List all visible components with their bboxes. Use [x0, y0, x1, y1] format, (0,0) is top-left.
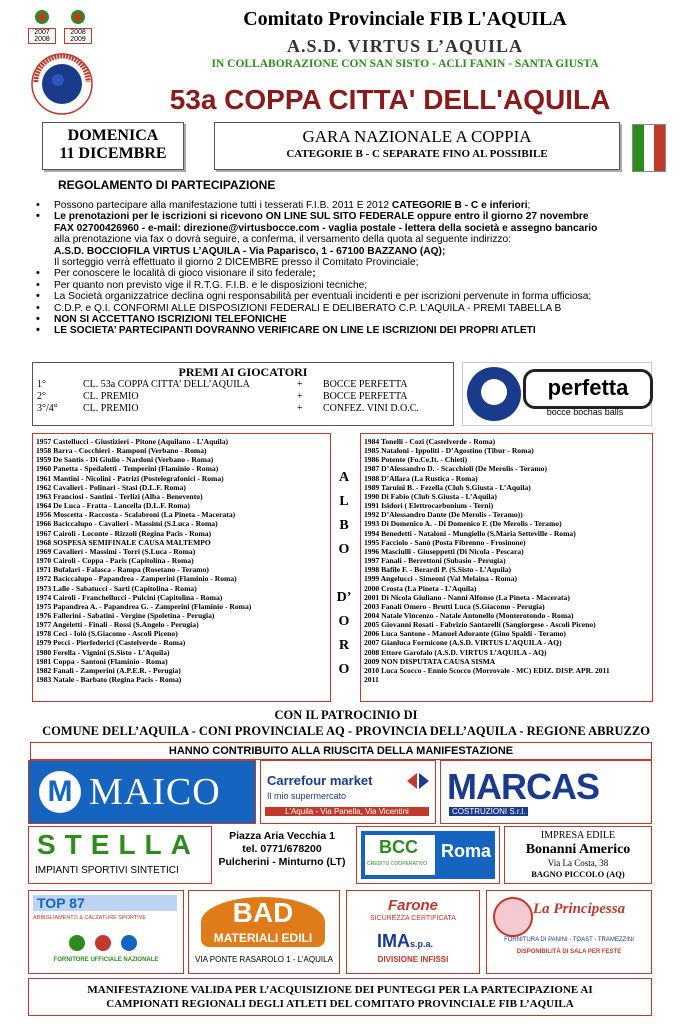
rule-item: • Le prenotazioni per le iscrizioni si ricevono ON LINE SUL SITO FEDERALE oppure entro il giorno 27 novembre — [32, 211, 662, 222]
perfetta-logo — [462, 362, 652, 426]
albo-letter: D’ — [336, 590, 352, 605]
prize-extra: BOCCE PERFETTA — [323, 379, 408, 390]
albo-entry: 2009 NON DISPUTATA CAUSA SISMA — [364, 656, 496, 666]
prizes-list — [33, 379, 453, 415]
prize-plus: + — [297, 403, 303, 414]
albo-entry: 1988 D’Allara (La Rustica - Roma) — [364, 473, 478, 483]
albo-entry: 1989 Taruini B. - Fezella (Club S.Giusta - L’Aquila) — [364, 482, 531, 492]
albo-entry: 1981 Coppa - Santoni (Flaminio - Roma) — [36, 656, 168, 666]
albo-letter: L — [339, 494, 349, 509]
albo-entry: 2006 Luca Santone - Manuel Adorante (Gino Spaldi - Teramo) — [364, 629, 566, 639]
albo-letter: O — [338, 662, 350, 677]
badge-2007 — [28, 8, 56, 52]
albo-entry: 1996 Masciulli - Giuseppetti (Di Nicola - Pescara) — [364, 546, 524, 556]
albo-entry: 1968 SOSPESA SEMIFINALE CAUSA MALTEMPO — [36, 537, 211, 547]
principessa-logo — [486, 890, 652, 974]
fib-logo — [30, 52, 94, 116]
albo-entry: 1961 Mantini - Nicolini - Patrizi (Postelegrafonici - Roma) — [36, 473, 224, 483]
rule-item — [32, 200, 662, 211]
event-date-box — [42, 122, 184, 170]
event-date: 11 DICEMBRE — [59, 145, 167, 162]
marcas-sub: COSTRUZIONI S.r.l. — [449, 807, 528, 816]
award-icon — [121, 935, 137, 951]
albo-entry: 1999 Angelucci - Simeoni (Val Melaina - Roma) — [364, 574, 518, 584]
rules-list — [32, 200, 662, 337]
prizes-heading: PREMI AI GIOCATORI — [178, 365, 308, 379]
rule-item: Il sorteggio verrà effettuato il giorno 2 DICEMBRE presso il Comitato Provinciale; — [54, 257, 419, 269]
albo-doro-title — [330, 470, 358, 686]
bcc-name: BCC — [379, 837, 418, 857]
prize-desc: CL. 53a COPPA CITTA’ DELL’AQUILA — [83, 379, 250, 390]
albo-entry: 1974 Cairoli - Franchellucci - Pulcini (Capitolina - Roma) — [36, 592, 223, 602]
albo-right-list — [360, 433, 653, 702]
rule-text: ; — [527, 200, 531, 211]
albo-left-list — [32, 433, 331, 702]
top87-logo — [28, 890, 184, 974]
albo-letter: O — [338, 614, 350, 629]
prize-extra: CONFEZ. VINI D.O.C. — [323, 403, 419, 414]
albo-entry: 1985 Nataloni - Ippoliti - D’Agostino (Tibur - Roma) — [364, 446, 534, 456]
principessa-sub: FORNITURA DI PANINI - TOAST - TRAMEZZINI — [504, 937, 634, 943]
rule-item: • La Società organizzatrice declina ogni responsabilità per eventuali incidenti e per iscrizioni pervenute in forma ufficiosa; — [32, 291, 662, 302]
header-committee: Comitato Provinciale FIB L'AQUILA — [243, 8, 567, 30]
carrefour-icon — [407, 771, 429, 791]
rule-text: Possono partecipare alla manifestazione tutti i tesserati F.I.B. 2011 E 2012 — [54, 200, 392, 211]
albo-entry: 1994 Benedetti - Nataloni - Mungiello (S.Maria Setteville - Roma) — [364, 528, 576, 538]
albo-entry: 1969 Cavalieri - Massimi - Torri (S.Luca - Roma) — [36, 546, 196, 556]
prize-row — [37, 379, 453, 391]
header-collaboration: IN COLLABORAZIONE CON SAN SISTO - ACLI FANIN - SANTA GIUSTA — [211, 58, 599, 70]
albo-entry: 1998 Bafile F. - Berardi P. (S.Sisto - L’Aquila) — [364, 565, 512, 575]
albo-entry: 1970 Cairoli - Coppa - Paris (Capitolina - Roma) — [36, 556, 194, 566]
bad-logo — [188, 890, 340, 974]
prize-plus: + — [297, 379, 303, 390]
rule-item: • LE SOCIETA’ PARTECIPANTI DOVRANNO VERIFICARE ON LINE LE ISCRIZIONI DEI PROPRI ATLETI — [32, 325, 662, 336]
ima-text: IMA — [377, 931, 410, 951]
albo-entry: 1957 Castellucci - Giustizieri - Pitone (Aquilano - L’Aquila) — [36, 437, 229, 446]
impresa-name: Bonanni Americo — [525, 842, 631, 857]
albo-entry: 2001 Di Nicola Giuliano - Nanni Alfonso (La Pineta - Macerata) — [364, 592, 570, 602]
albo-letter: O — [338, 542, 350, 557]
rule-text-bold: ; — [312, 268, 316, 280]
albo-entry: 1976 Fallerini - Sabatini - Vergine (Spoletina - Perugia) — [36, 610, 215, 620]
albo-entry: 1987 D’Alessandro D. - Scacchioli (De Merolis - Teramo) — [364, 464, 548, 474]
principessa-sub2: DISPONIBILITÀ DI SALA PER FESTE — [516, 949, 622, 955]
stella-logo — [28, 826, 212, 884]
perfetta-sub: bocce bochas balls — [546, 407, 624, 417]
medal-icon — [71, 10, 85, 24]
bcc-logo — [356, 826, 500, 884]
maico-name: MAICO — [89, 771, 221, 813]
albo-entry: 1972 Baciccalupo - Papandrea - Zamperini (Flaminio - Roma) — [36, 574, 237, 584]
marcas-logo — [440, 760, 652, 824]
albo-entry: 1978 Ceci - Iolò (S.Giacomo - Ascoli Piceno) — [36, 629, 178, 639]
albo-entry: 2007 Gianluca Formicone (A.S.D. VIRTUS L’AQUILA - AQ) — [364, 638, 562, 648]
bad-address: VIA PONTE RASAROLO 1 - L’AQUILA — [195, 955, 333, 964]
stella-addr-line: tel. 0771/678200 — [242, 843, 322, 855]
rule-item: FAX 02700426960 - e-mail: direzione@virtusbocce.com - vaglia postale - lettera della società e assegno bancario — [54, 222, 598, 234]
event-gara: GARA NAZIONALE A COPPIA — [302, 127, 532, 146]
albo-entry: 1964 De Luca - Fratta - Lancella (D.L.F. Roma) — [36, 501, 190, 511]
badge-right-years: 2008 2009 — [64, 28, 92, 44]
albo-entry: 1990 Di Fabio (Club S.Giusta - L’Aquila) — [364, 491, 497, 501]
albo-entry: 1979 Pecci - Pierfederici (Castelverde - Roma) — [36, 638, 186, 648]
albo-entry: 2011 — [364, 675, 379, 685]
rule-text: Per conoscere le località di gioco visionare il sito federale — [54, 268, 313, 280]
rule-item: A.S.D. BOCCIOFILA VIRTUS L’AQUILA - Via Paparisco, 1 - 67100 BAZZANO (AQ); — [54, 245, 446, 257]
rules-heading: REGOLAMENTO DI PARTECIPAZIONE — [58, 178, 276, 192]
albo-entry: 1986 Potente (Fo.Ce.It. - Chieti) — [364, 455, 468, 465]
albo-entry: 1958 Barra - Cocchieri - Ramponi (Verbano - Roma) — [36, 446, 207, 456]
top87-sub: ABBIGLIAMENTO & CALZATURE SPORTIVE — [33, 915, 147, 921]
impresa-box — [504, 826, 652, 884]
prize-row — [37, 391, 453, 403]
rule-item: • Per quanto non previsto vige il R.T.G. F.I.B. e le disposizioni tecniche; — [32, 280, 662, 291]
albo-entry: 1980 Ferella - Vignini (S.Sisto - L’Aquila) — [36, 647, 170, 657]
prize-row — [37, 403, 453, 415]
carrefour-address: L’Aquila - Via Panella, Via Vicentini — [265, 807, 429, 816]
bcc-city: Roma — [441, 841, 492, 861]
albo-entry: 1975 Papandrea A. - Papandrea G. - Zamperini (Flaminio - Roma) — [36, 601, 252, 611]
footer-line: CAMPIONATI REGIONALI DEGLI ATLETI DEL COMITATO PROVINCIALE FIB L’AQUILA — [106, 998, 574, 1010]
albo-entry: 1997 Fanali - Berrettoni (Subasio - Perugia) — [364, 556, 506, 566]
footer-line: MANIFESTAZIONE VALIDA PER L’ACQUISIZIONE DEI PUNTEGGI PER LA PARTECIPAZIONE AI — [87, 984, 593, 996]
italian-flag-icon — [632, 124, 666, 172]
albo-entry: 1967 Cairoli - Loconte - Rizzoli (Regina Pacis - Roma) — [36, 528, 212, 538]
albo-entry: 1993 Di Domenico A. - Di Domenico F. (De Merolis - Teramo) — [364, 519, 562, 529]
farone-name: Farone — [387, 897, 438, 914]
top87-footer: FORNITORE UFFICIALE NAZIONALE — [53, 957, 159, 963]
albo-entry: 1977 Angeletti - Finali - Rossi (S.Angelo - Perugia) — [36, 620, 199, 630]
prize-desc: CL. PREMIO — [83, 403, 139, 414]
albo-entry: 1982 Fanali - Zamperini (A.P.E.R. - Perugia) — [36, 665, 181, 675]
prize-pos: 1° — [37, 379, 46, 390]
albo-entry: 2004 Natale Vincenzo - Natale Antonello (Monterotondo - Roma) — [364, 610, 574, 620]
albo-letter: A — [338, 470, 350, 485]
bad-sub: MATERIALI EDILI — [213, 931, 313, 945]
prize-plus: + — [297, 391, 303, 402]
badge-2008 — [64, 8, 92, 52]
prize-desc: CL. PREMIO — [83, 391, 139, 402]
contributors-heading: HANNO CONTRIBUITO ALLA RIUSCITA DELLA MANIFESTAZIONE — [30, 742, 652, 760]
farone-sub: SICUREZZA CERTIFICATA — [370, 915, 456, 922]
albo-entry: 1962 Cavalieri - Polinari - Stasi (D.L.F. Roma) — [36, 482, 186, 492]
albo-entry: 2000 Crosta (La Pineta - L’Aquila) — [364, 583, 477, 593]
ima-spa: s.p.a. — [410, 939, 434, 949]
ima-sub: DIVISIONE INFISSI — [377, 955, 449, 964]
carrefour-logo — [260, 760, 436, 824]
principessa-name: La Principessa — [533, 901, 626, 917]
carrefour-tagline: Il mio supermercato — [267, 791, 347, 801]
prize-extra: BOCCE PERFETTA — [323, 391, 408, 402]
bcc-sub: CREDITO COOPERATIVO — [367, 861, 428, 867]
rule-item — [32, 268, 662, 279]
impresa-label: IMPRESA EDILE — [540, 830, 616, 841]
albo-entry: 2005 Giovanni Rosati - Fabrizio Santarelli (Sangiorgese - Ascoli Piceno) — [364, 620, 596, 630]
albo-letter: B — [339, 518, 349, 533]
patrocinio-title: CON IL PATROCINIO DI — [274, 708, 418, 722]
perfetta-name: perfetta — [523, 369, 653, 409]
albo-entry: 1995 Facciolo - Sanò (Posta Fibrenno - Frosinone) — [364, 537, 526, 547]
marcas-name: MARCAS — [447, 766, 599, 807]
farone-ima-logo — [346, 890, 480, 974]
albo-entry: 1992 D’Alessandro Dante (De Merolis - Teramo)) — [364, 510, 523, 520]
albo-entry: 2003 Fanali Omero - Brutti Luca (S.Giacomo - Perugia) — [364, 601, 545, 611]
carrefour-name: Carrefour market — [267, 773, 373, 788]
event-categorie: CATEGORIE B - C SEPARATE FINO AL POSSIBILE — [286, 148, 548, 160]
stella-address — [212, 830, 352, 869]
main-title: 53a COPPA CITTA' DELL'AQUILA — [169, 84, 611, 115]
stella-name: STELLA — [37, 829, 200, 860]
rule-item: • NON SI ACCETTANO ISCRIZIONI TELEFONICHE — [32, 314, 662, 325]
medal-icon — [35, 10, 49, 24]
patrocinio-list: COMUNE DELL’AQUILA - CONI PROVINCIALE AQ - PROVINCIA DELL’AQUILA - REGIONE ABRUZZO — [42, 724, 650, 738]
albo-entry: 1971 Bufalari - Falasca - Rampa (Rosetano - Teramo) — [36, 565, 209, 575]
impresa-address: Via La Costa, 38 — [547, 858, 609, 868]
albo-entry: 1973 Lalle - Sabatucci - Sarti (Capitolina - Roma) — [36, 583, 197, 593]
princess-icon — [493, 897, 533, 937]
award-icon — [95, 935, 111, 951]
event-day: DOMENICA — [67, 127, 159, 144]
event-gara-box — [214, 122, 620, 170]
header-club: A.S.D. VIRTUS L’AQUILA — [287, 36, 523, 56]
prize-pos: 2° — [37, 391, 46, 402]
albo-entry: 1960 Panetta - Spedaletti - Temperini (Flaminio - Roma) — [36, 464, 219, 474]
stella-addr-line: Piazza Aria Vecchia 1 — [229, 830, 335, 842]
albo-entry: 1984 Tonelli - Cozi (Castelverde - Roma) — [364, 437, 496, 446]
albo-letter — [330, 566, 358, 590]
albo-entry: 1956 Moscetta - Raccosta - Scalabroni (La Pineta - Macerata) — [36, 510, 236, 520]
bad-name: BAD — [232, 897, 294, 928]
maico-logo: M MAICO — [28, 760, 256, 824]
award-icon — [69, 935, 85, 951]
stella-addr-line: Pulcherini - Minturno (LT) — [218, 856, 346, 868]
rule-item: • C.D.P. e Q.I. CONFORMI ALLE DISPOSIZIONI FEDERALI E DELIBERATO C.P. L’AQUILA - PREMI TABELLA B — [32, 303, 662, 314]
albo-entry: 1991 Isidori ( Elettrocarbonium - Terni) — [364, 501, 494, 511]
albo-entry: 2010 Luca Scocco - Ennio Scocco (Morrovale - MC) EDIZ. DISP. APR. 2011 — [364, 665, 610, 675]
albo-entry: 1963 Franciosi - Santini - Terlizi (Alba - Benevento) — [36, 491, 203, 501]
rule-text-bold: CATEGORIE B - C e inferiori — [391, 200, 528, 211]
albo-entry: 1959 De Santis - Di Giulio - Nardoni (Verbano - Roma) — [36, 455, 214, 465]
albo-letter: R — [338, 638, 350, 653]
prize-pos: 3°/4° — [37, 403, 58, 414]
albo-entry: 1966 Baciccalupo - Cavalieri - Massimi (S.Luca - Roma) — [36, 519, 218, 529]
top87-name: TOP 87 — [33, 895, 177, 911]
albo-entry: 1983 Natale - Barbato (Regina Pacis - Roma) — [36, 675, 182, 685]
ima-name — [377, 931, 433, 952]
stella-sub: IMPIANTI SPORTIVI SINTETICI — [35, 865, 179, 876]
prizes-box — [32, 362, 454, 426]
badge-left-years: 2007 2008 — [28, 28, 56, 44]
albo-entry: 2008 Ettore Garofalo (A.S.D. VIRTUS L’AQUILA - AQ) — [364, 647, 547, 657]
rule-item: alla prenotazione via fax o dovrà seguire, a conferma, il versamento della quota al seguente indirizzo: — [54, 234, 512, 246]
footer-box — [28, 978, 652, 1016]
impresa-city: BAGNO PICCOLO (AQ) — [531, 869, 625, 879]
